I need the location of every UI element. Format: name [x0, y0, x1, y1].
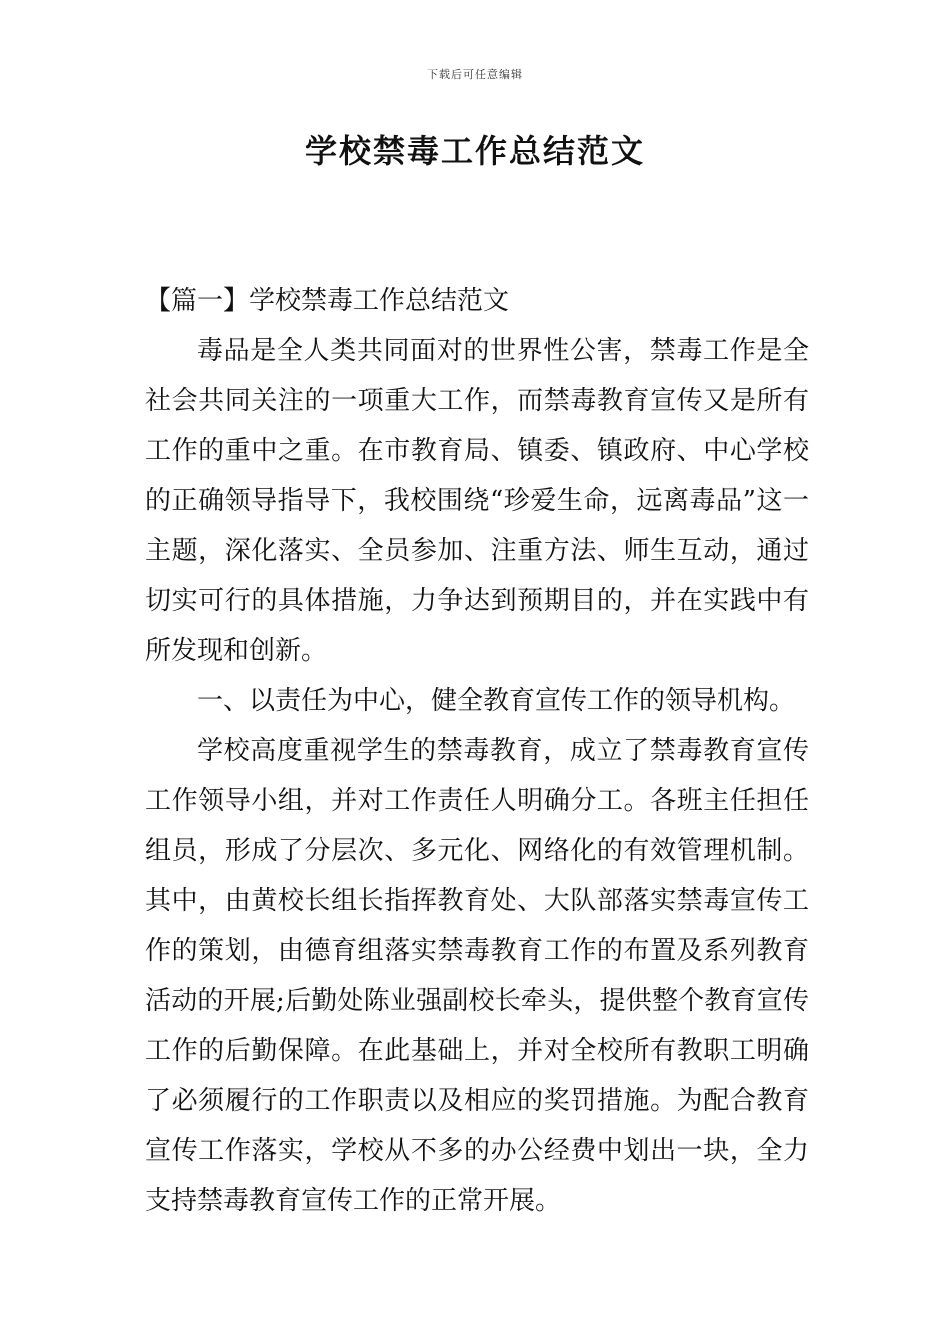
header-note: 下载后可任意编辑 [427, 68, 523, 81]
paragraph-intro: 毒品是全人类共同面对的世界性公害，禁毒工作是全社会共同关注的一项重大工作，而禁毒教育宣传又是所有工作的重中之重。在市教育局、镇委、镇政府、中心学校的正确领导指导下，我校围绕“珍爱生命，远离毒品”这一主题，深化落实、全员参加、注重方法、师生互动，通过切实可行的具体措施，力争达到预期目的，并在实践中有所发现和创新。 [145, 336, 809, 666]
paragraph-details: 学校高度重视学生的禁毒教育，成立了禁毒教育宣传工作领导小组，并对工作责任人明确分工。各班主任担任组员，形成了分层次、多元化、网络化的有效管理机制。其中，由黄校长组长指挥教育处、大队部落实禁毒宣传工作的策划，由德育组落实禁毒教育工作的布置及系列教育活动的开展;后勤处陈业强副校长牵头，提供整个教育宣传工作的后勤保障。在此基础上，并对全校所有教职工明确了必须履行的工作职责以及相应的奖罚措施。为配合教育宣传工作落实，学校从不多的办公经费中划出一块，全力支持禁毒教育宣传工作的正常开展。 [145, 736, 809, 1216]
paragraph-subheading: 一、以责任为中心，健全教育宣传工作的领导机构。 [197, 686, 796, 716]
section-heading: 【篇一】学校禁毒工作总结范文 [145, 286, 510, 316]
document-body [145, 276, 809, 1226]
document-title: 学校禁毒工作总结范文 [304, 132, 645, 170]
